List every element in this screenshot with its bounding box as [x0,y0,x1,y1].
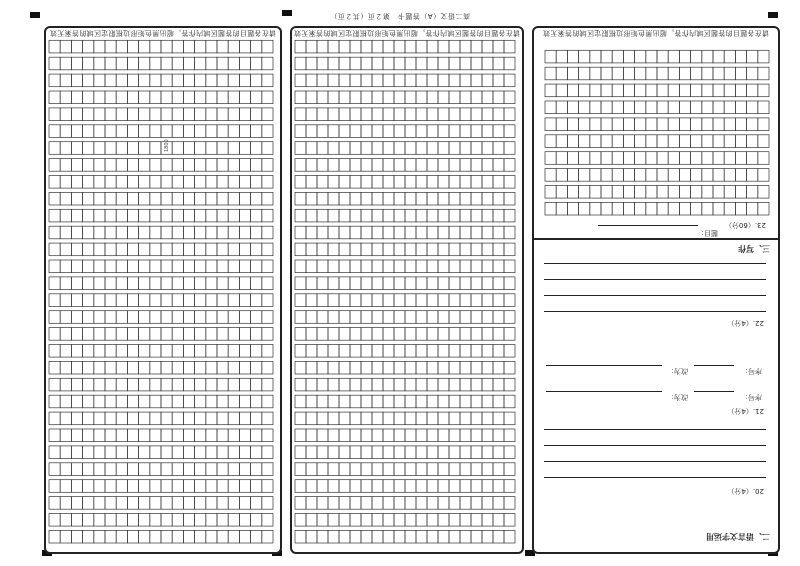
word-count-stamp: 1800 [164,139,170,152]
section-divider [534,238,778,240]
answer-line[interactable] [544,429,766,430]
essay-grid[interactable] [294,35,516,544]
answer-line[interactable] [544,263,766,264]
essay-grid[interactable] [48,35,274,544]
page-header: 高二语文（A）答题卡 第２页（共２页） [329,12,471,20]
panel-essay-continued [290,26,524,554]
answer-line[interactable] [694,365,734,366]
title-line[interactable] [598,225,698,226]
answer-line[interactable] [544,311,766,312]
answer-line[interactable] [546,391,662,392]
question-23-label: 23.（60分） [724,221,766,229]
panel-instruction: 请在各题目的答题区域内作答，超出黑色矩形边框限定区域的答案无效 [293,29,521,37]
question-20-label: 20.（4分） [727,487,764,495]
panel-instruction: 请在各题目的答题区域内作答，超出黑色矩形边框限定区域的答案无效 [542,29,770,37]
seq-label: 序号： [741,393,762,401]
answer-line[interactable] [544,445,766,446]
answer-line[interactable] [544,461,766,462]
answer-line[interactable] [544,477,766,478]
answer-line[interactable] [544,279,766,280]
question-21-label: 21.（4分） [727,407,764,415]
question-22-label: 22.（4分） [727,319,764,327]
section-language-title: 二、语言文字运用 [706,532,770,541]
change-label: 改为： [667,367,688,375]
panel-essay-final [44,26,282,554]
panel-writing [532,26,780,554]
seq-label: 序号： [741,367,762,375]
essay-grid[interactable] [544,45,770,216]
change-label: 改为： [667,393,688,401]
title-label: 题目： [697,229,718,237]
answer-line[interactable] [546,365,662,366]
section-writing-title: 三、写作 [738,244,770,253]
panel-instruction: 请在各题目的答题区域内作答，超出黑色矩形边框限定区域的答案无效 [49,29,277,37]
answer-line[interactable] [544,295,766,296]
answer-line[interactable] [694,391,734,392]
